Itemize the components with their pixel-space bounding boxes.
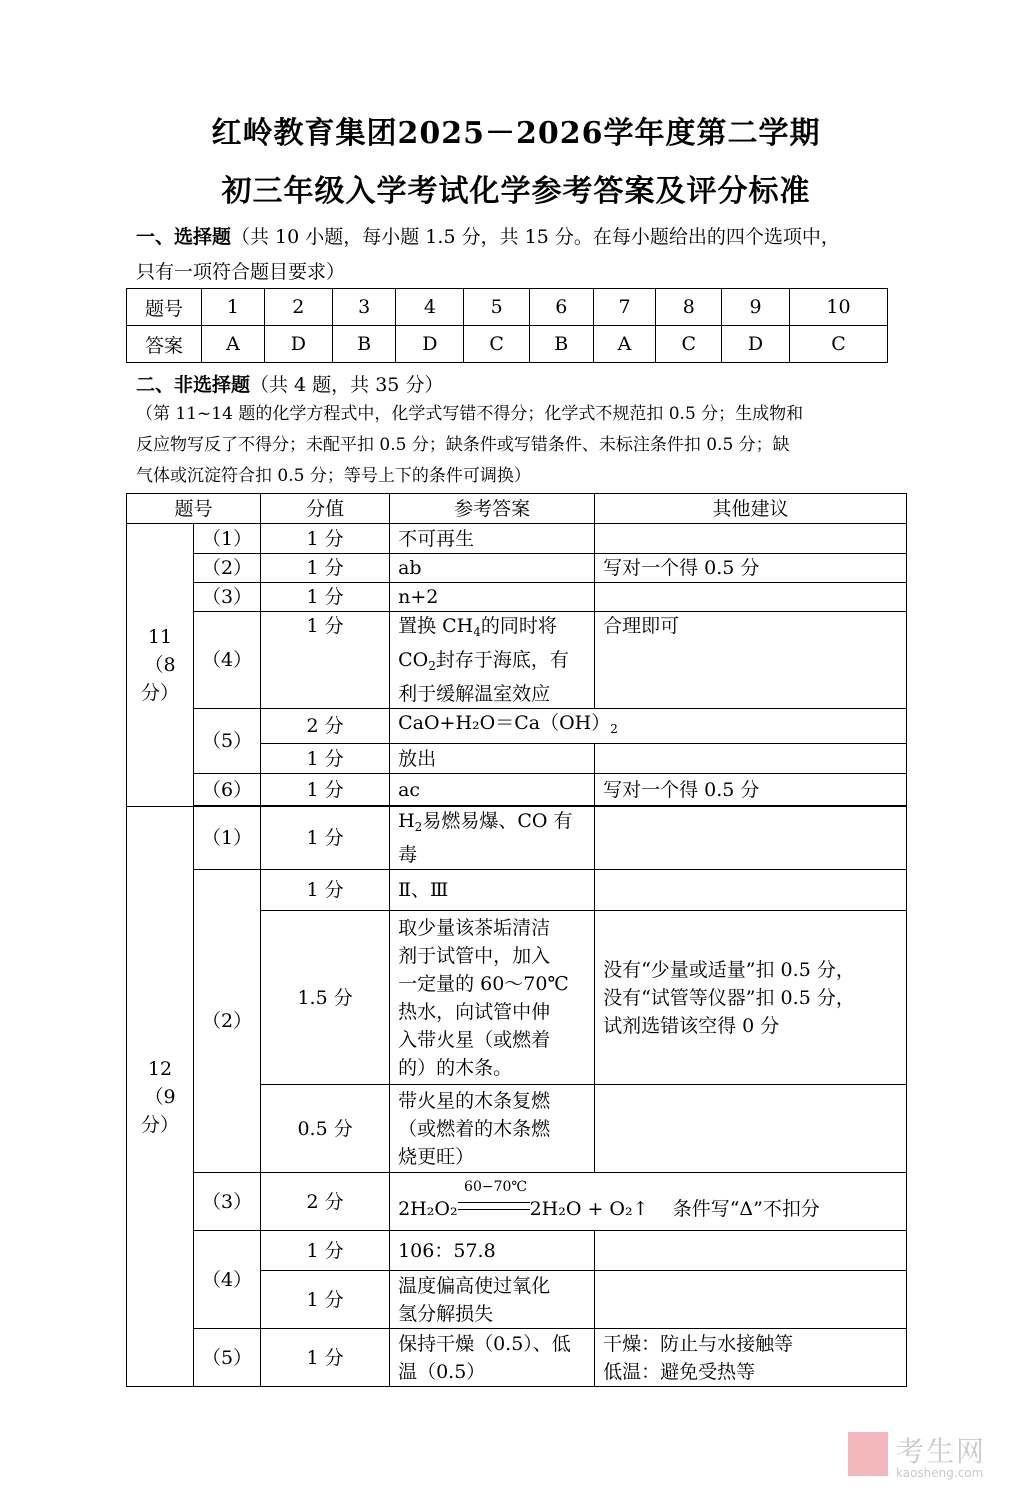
answer-cell: ab bbox=[390, 554, 595, 583]
header-score: 分值 bbox=[261, 494, 390, 524]
suggestion-cell bbox=[595, 870, 907, 911]
suggestion-cell bbox=[595, 524, 907, 554]
score-cell: 2 分 bbox=[261, 1173, 390, 1231]
score-cell: 1 分 bbox=[261, 744, 390, 774]
header-row bbox=[127, 494, 907, 524]
answer-cell: 置换 $CH_4$的同时将 $CO_2$封存于海底，有 利于缓解温室效应 bbox=[390, 612, 595, 709]
watermark bbox=[848, 1430, 1018, 1486]
mcq-number: 9 bbox=[722, 289, 790, 326]
section1-heading: 一、选择题 bbox=[136, 226, 232, 248]
mcq-number: 8 bbox=[656, 289, 722, 326]
answer-cell: 带火星的木条复燃 （或燃着的木条燃 烧更旺） bbox=[390, 1085, 595, 1173]
mcq-answer: B bbox=[529, 326, 593, 363]
mcq-row-label: 题号 bbox=[127, 289, 202, 326]
score-cell: 2 分 bbox=[261, 709, 390, 744]
watermark-text: 考生网 bbox=[896, 1435, 987, 1468]
table-row bbox=[127, 554, 907, 583]
answer-cell: 取少量该茶垢清洁 剂于试管中，加入 一定量的 60～70℃ 热水，向试管中伸 入带火星（或燃着 的）的木条。 bbox=[390, 911, 595, 1085]
mcq-answer: A bbox=[593, 326, 656, 363]
mcq-row-label: 答案 bbox=[127, 326, 202, 363]
score-cell: 1 分 bbox=[261, 583, 390, 612]
part-label: （4） bbox=[194, 612, 261, 709]
header-answer: 参考答案 bbox=[390, 494, 595, 524]
section2-heading: 二、非选择题 bbox=[136, 374, 251, 396]
table-row bbox=[127, 583, 907, 612]
section1-line-1 bbox=[136, 222, 906, 249]
answer-cell: ac bbox=[390, 774, 595, 806]
answer-cell: 温度偏高使过氧化 氢分解损失 bbox=[390, 1271, 595, 1329]
mcq-number: 1 bbox=[202, 289, 265, 326]
part-label: （2） bbox=[194, 554, 261, 583]
mcq-number: 6 bbox=[529, 289, 593, 326]
table-row bbox=[127, 870, 907, 911]
answer-cell: $CaO+H_2O=Ca(OH)_2$ bbox=[390, 709, 907, 744]
score-cell: 1 分 bbox=[261, 1271, 390, 1329]
mcq-answer: A bbox=[202, 326, 265, 363]
answer-cell: n+2 bbox=[390, 583, 595, 612]
answer-cell: $H_2$易燃易爆、CO 有 毒 bbox=[390, 807, 595, 870]
score-cell: 1 分 bbox=[261, 1231, 390, 1271]
part-label: （1） bbox=[194, 807, 261, 870]
q12-label: 12 （9 分） bbox=[127, 807, 194, 1387]
mcq-answer-table bbox=[126, 288, 888, 363]
section2-note-3: 气体或沉淀符合扣 0.5 分；等号上下的条件可调换） bbox=[136, 466, 531, 486]
mcq-answer: C bbox=[656, 326, 722, 363]
table-row bbox=[127, 524, 907, 554]
section2-note-2: 反应物写反了不得分；未配平扣 0.5 分；缺条件或写错条件、未标注条件扣 0.5 分；缺 bbox=[136, 435, 790, 455]
section1-desc-2: 只有一项符合题目要求） bbox=[136, 261, 346, 283]
section2-line bbox=[136, 370, 906, 397]
title-line-1: 红岭教育集团2025－2026学年度第二学期 bbox=[211, 116, 821, 151]
answer-cell: 不可再生 bbox=[390, 524, 595, 554]
suggestion-cell: 干燥：防止与水接触等 低温：避免受热等 bbox=[595, 1329, 907, 1387]
score-cell: 1 分 bbox=[261, 807, 390, 870]
mcq-answer: D bbox=[722, 326, 790, 363]
title-line-2: 初三年级入学考试化学参考答案及评分标准 bbox=[221, 174, 811, 209]
mcq-number: 7 bbox=[593, 289, 656, 326]
score-cell: 1 分 bbox=[261, 774, 390, 806]
header-suggestion: 其他建议 bbox=[595, 494, 907, 524]
score-cell: 1 分 bbox=[261, 1329, 390, 1387]
part-label: （6） bbox=[194, 774, 261, 806]
section2-desc: （共 4 题，共 35 分） bbox=[250, 374, 444, 396]
mcq-answer: B bbox=[332, 326, 396, 363]
answer-cell: 保持干燥（0.5）、低 温（0.5） bbox=[390, 1329, 595, 1387]
mcq-answer: D bbox=[396, 326, 464, 363]
mcq-number: 4 bbox=[396, 289, 464, 326]
mcq-number: 3 bbox=[332, 289, 396, 326]
score-cell: 1 分 bbox=[261, 554, 390, 583]
watermark-logo-icon bbox=[848, 1432, 888, 1476]
score-cell: 1 分 bbox=[261, 870, 390, 911]
score-cell: 0.5 分 bbox=[261, 1085, 390, 1173]
part-label: （5） bbox=[194, 709, 261, 774]
part-label: （3） bbox=[194, 1173, 261, 1231]
part-label: （4） bbox=[194, 1231, 261, 1329]
table-row bbox=[127, 1231, 907, 1271]
part-label: （5） bbox=[194, 1329, 261, 1387]
watermark-url: kaosheng.com bbox=[896, 1466, 984, 1480]
suggestion-cell: 合理即可 bbox=[595, 612, 907, 709]
part-label: （1） bbox=[194, 524, 261, 554]
section2-note-1: （第 11~14 题的化学方程式中，化学式写错不得分；化学式不规范扣 0.5 分；生成物和 bbox=[136, 404, 804, 424]
mcq-answer: C bbox=[464, 326, 530, 363]
suggestion-cell bbox=[595, 1271, 907, 1329]
suggestion-cell bbox=[595, 744, 907, 774]
section1-desc: （共 10 小题，每小题 1.5 分，共 15 分。在每小题给出的四个选项中， bbox=[231, 226, 840, 248]
table-row bbox=[127, 774, 907, 806]
scoring-table bbox=[126, 493, 907, 1387]
table-row bbox=[127, 709, 907, 744]
suggestion-cell bbox=[595, 1231, 907, 1271]
suggestion-cell bbox=[595, 1085, 907, 1173]
mcq-number-row bbox=[127, 289, 888, 326]
suggestion-cell: 写对一个得 0.5 分 bbox=[595, 554, 907, 583]
answer-cell: Ⅱ、Ⅲ bbox=[390, 870, 595, 911]
equation-equals: 60−70℃ bbox=[458, 1195, 530, 1223]
q11-label: 11 （8 分） bbox=[127, 524, 194, 807]
score-cell: 1.5 分 bbox=[261, 911, 390, 1085]
mcq-answer: D bbox=[264, 326, 332, 363]
answer-cell: 放出 bbox=[390, 744, 595, 774]
answer-cell: 106：57.8 bbox=[390, 1231, 595, 1271]
answer-cell-equation: 2H₂O₂ 60−70℃ 2H₂O + O₂↑ 条件写“Δ”不扣分 bbox=[390, 1173, 907, 1231]
suggestion-cell: 没有“少量或适量”扣 0.5 分， 没有“试管等仪器”扣 0.5 分， 试剂选错该空得 0 分 bbox=[595, 911, 907, 1085]
table-row bbox=[127, 1173, 907, 1231]
score-cell: 1 分 bbox=[261, 612, 390, 709]
part-label: （2） bbox=[194, 870, 261, 1173]
table-row bbox=[127, 807, 907, 870]
mcq-number: 10 bbox=[789, 289, 887, 326]
mcq-answer: C bbox=[789, 326, 887, 363]
suggestion-cell: 写对一个得 0.5 分 bbox=[595, 774, 907, 806]
mcq-number: 5 bbox=[464, 289, 530, 326]
score-cell: 1 分 bbox=[261, 524, 390, 554]
mcq-answer-row bbox=[127, 326, 888, 363]
header-question: 题号 bbox=[127, 494, 261, 524]
suggestion-cell bbox=[595, 583, 907, 612]
mcq-number: 2 bbox=[264, 289, 332, 326]
part-label: （3） bbox=[194, 583, 261, 612]
suggestion-cell bbox=[595, 807, 907, 870]
table-row bbox=[127, 612, 907, 709]
table-row bbox=[127, 1329, 907, 1387]
